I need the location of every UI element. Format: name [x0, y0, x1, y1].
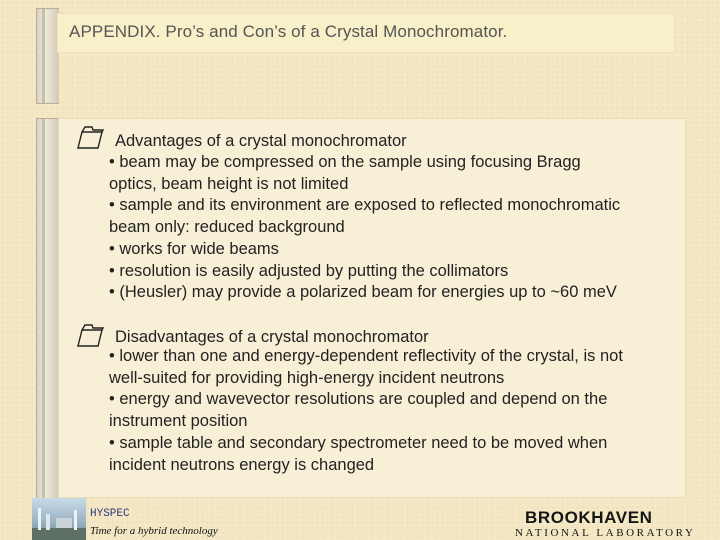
folder-outline-icon [76, 322, 106, 348]
title-side-bar [36, 8, 59, 104]
list-item: • energy and wavevector resolutions are coupled and depend on the [109, 390, 608, 409]
slide-title: APPENDIX. Pro’s and Con’s of a Crystal Monochromator. [69, 22, 508, 41]
list-item: instrument position [109, 412, 248, 431]
list-item: • works for wide beams [109, 239, 279, 258]
list-item: • (Heusler) may provide a polarized beam for energies up to ~60 meV [109, 283, 617, 302]
list-item: incident neutrons energy is changed [109, 455, 375, 474]
advantages-list [109, 152, 620, 304]
disadvantages-list [109, 346, 623, 476]
disadvantages-heading: Disadvantages of a crystal monochromator [115, 328, 429, 346]
instrument-photo-icon [32, 498, 86, 540]
advantages-heading: Advantages of a crystal monochromator [115, 132, 407, 150]
brookhaven-logo: BROOKHAVEN [525, 508, 653, 527]
list-item: • beam may be compressed on the sample using focusing Bragg [109, 153, 581, 171]
content-side-bar [36, 118, 59, 540]
footer-brand: HYSPEC [90, 508, 130, 520]
brookhaven-logo-subtitle: NATIONAL LABORATORY [515, 527, 696, 539]
list-item: • sample table and secondary spectrometer need to be moved when [109, 433, 608, 452]
list-item: beam only: reduced background [109, 218, 345, 237]
footer-tagline: Time for a hybrid technology [90, 525, 218, 537]
list-item: well-suited for providing high-energy incident neutrons [109, 368, 505, 387]
folder-outline-icon [76, 124, 106, 150]
list-item: • lower than one and energy-dependent reflectivity of the crystal, is not [109, 347, 623, 365]
list-item: • resolution is easily adjusted by putting the collimators [109, 261, 509, 280]
list-item: optics, beam height is not limited [109, 174, 349, 193]
list-item: • sample and its environment are exposed to reflected monochromatic [109, 196, 621, 215]
